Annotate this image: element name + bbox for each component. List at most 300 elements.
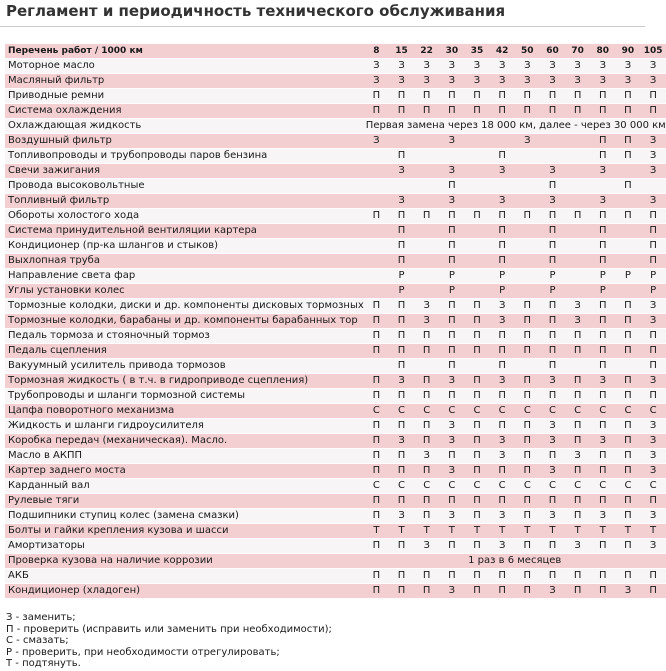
row-cell: П [364, 494, 389, 509]
row-cell: П [364, 389, 389, 404]
row-cell [414, 164, 439, 179]
row-cell: П [540, 224, 565, 239]
interval-header: 35 [464, 44, 489, 59]
table-row [5, 74, 666, 89]
row-cell: П [490, 224, 515, 239]
table-row [5, 344, 666, 359]
row-cell: П [414, 104, 439, 119]
row-cell: С [641, 479, 666, 494]
row-cell: П [590, 389, 615, 404]
row-cell: П [364, 509, 389, 524]
table-row [5, 524, 666, 539]
row-cell [515, 164, 540, 179]
interval-header: 80 [590, 44, 615, 59]
row-cell: П [464, 329, 489, 344]
row-cell: З [641, 314, 666, 329]
row-cell: З [590, 194, 615, 209]
row-cell [515, 149, 540, 164]
row-cell: П [540, 344, 565, 359]
row-cell: П [565, 419, 590, 434]
row-cell: П [515, 104, 540, 119]
interval-header: 60 [540, 44, 565, 59]
row-cell: П [464, 464, 489, 479]
row-cell: З [490, 509, 515, 524]
row-cell [515, 269, 540, 284]
row-cell: П [565, 494, 590, 509]
row-cell: З [615, 59, 640, 74]
row-cell: Т [490, 524, 515, 539]
row-cell: П [389, 419, 414, 434]
row-cell: Т [414, 524, 439, 539]
row-cell: П [414, 344, 439, 359]
row-cell [414, 179, 439, 194]
row-cell: З [590, 509, 615, 524]
row-cell: З [641, 419, 666, 434]
row-cell [464, 194, 489, 209]
row-cell: П [565, 344, 590, 359]
row-cell: С [364, 404, 389, 419]
row-cell: П [615, 299, 640, 314]
row-cell: П [364, 434, 389, 449]
row-cell: Т [615, 524, 640, 539]
row-cell: П [615, 509, 640, 524]
row-cell: П [389, 239, 414, 254]
row-cell [464, 134, 489, 149]
row-cell: П [490, 389, 515, 404]
row-cell [565, 284, 590, 299]
row-cell: З [414, 449, 439, 464]
row-cell [464, 269, 489, 284]
row-cell: З [641, 449, 666, 464]
table-row [5, 314, 666, 329]
row-cell: П [389, 209, 414, 224]
row-cell: З [641, 74, 666, 89]
row-cell [515, 239, 540, 254]
row-cell: Р [641, 269, 666, 284]
row-cell: П [364, 299, 389, 314]
row-cell: П [565, 329, 590, 344]
row-cell: З [540, 419, 565, 434]
row-cell: С [615, 404, 640, 419]
row-cell: З [540, 74, 565, 89]
row-cell [414, 224, 439, 239]
row-cell: П [490, 239, 515, 254]
row-cell: Т [641, 524, 666, 539]
row-cell [615, 359, 640, 374]
row-cell: Р [641, 284, 666, 299]
interval-header: 30 [439, 44, 464, 59]
row-cell [364, 284, 389, 299]
row-cell: П [389, 224, 414, 239]
row-cell: З [590, 74, 615, 89]
row-cell: З [515, 59, 540, 74]
row-cell: П [364, 314, 389, 329]
row-cell [540, 149, 565, 164]
table-row [5, 374, 666, 389]
row-cell: П [590, 314, 615, 329]
row-cell: З [641, 539, 666, 554]
row-label: Система охлаждения [5, 104, 364, 119]
row-cell: П [515, 509, 540, 524]
row-cell: П [565, 209, 590, 224]
legend-line: П - проверить (исправить или заменить при необходимости); [6, 623, 332, 635]
table-row [5, 134, 666, 149]
row-cell: З [641, 149, 666, 164]
table-row [5, 239, 666, 254]
row-cell [565, 194, 590, 209]
row-cell: П [565, 389, 590, 404]
row-cell: П [515, 539, 540, 554]
row-cell: З [615, 584, 640, 599]
row-cell: П [414, 494, 439, 509]
row-cell [515, 284, 540, 299]
row-cell: З [490, 59, 515, 74]
row-cell: П [414, 329, 439, 344]
row-cell: П [490, 104, 515, 119]
row-cell: Т [464, 524, 489, 539]
row-cell: П [464, 449, 489, 464]
row-cell: П [490, 464, 515, 479]
row-label: АКБ [5, 569, 364, 584]
row-cell: П [515, 314, 540, 329]
table-row [5, 419, 666, 434]
row-cell [464, 359, 489, 374]
row-cell: З [364, 59, 389, 74]
row-cell: П [515, 344, 540, 359]
row-cell: П [439, 359, 464, 374]
row-label: Моторное масло [5, 59, 364, 74]
row-cell: Т [565, 524, 590, 539]
row-cell [565, 239, 590, 254]
row-cell: П [439, 314, 464, 329]
row-cell: С [590, 479, 615, 494]
row-cell: П [540, 359, 565, 374]
row-cell: З [540, 584, 565, 599]
row-cell: П [414, 569, 439, 584]
row-cell: П [414, 419, 439, 434]
row-cell: З [490, 299, 515, 314]
row-span-note: Первая замена через 18 000 км, далее - через 30 000 км [364, 119, 666, 134]
interval-header: 90 [615, 44, 640, 59]
row-cell: П [439, 389, 464, 404]
row-cell: Р [389, 284, 414, 299]
table-row [5, 164, 666, 179]
row-cell [364, 179, 389, 194]
row-cell: Р [490, 284, 515, 299]
row-cell: З [641, 299, 666, 314]
row-cell: П [641, 389, 666, 404]
row-label: Масло в АКПП [5, 449, 364, 464]
row-cell: П [490, 494, 515, 509]
row-cell [414, 149, 439, 164]
table-row [5, 149, 666, 164]
row-cell: Р [389, 269, 414, 284]
row-cell: З [490, 434, 515, 449]
row-cell: П [389, 149, 414, 164]
row-cell: П [615, 344, 640, 359]
row-cell: П [364, 464, 389, 479]
row-label: Рулевые тяги [5, 494, 364, 509]
row-cell: З [641, 374, 666, 389]
row-label: Жидкость и шланги гидроусилителя [5, 419, 364, 434]
interval-header: 42 [490, 44, 515, 59]
row-cell: П [565, 509, 590, 524]
row-label: Вакуумный усилитель привода тормозов [5, 359, 364, 374]
row-cell: З [389, 74, 414, 89]
row-cell [515, 254, 540, 269]
legend-line: С - смазать; [6, 635, 69, 647]
row-cell [414, 359, 439, 374]
row-cell: П [439, 104, 464, 119]
row-cell: Т [364, 524, 389, 539]
row-cell: Т [590, 524, 615, 539]
row-cell: П [540, 209, 565, 224]
row-cell: С [464, 479, 489, 494]
row-cell: З [439, 134, 464, 149]
row-cell: С [590, 404, 615, 419]
row-cell [565, 269, 590, 284]
row-cell: П [464, 314, 489, 329]
interval-header: 105 [641, 44, 666, 59]
row-cell: З [464, 59, 489, 74]
row-label: Проверка кузова на наличие коррозии [5, 554, 364, 569]
row-cell: З [515, 74, 540, 89]
row-cell: З [490, 449, 515, 464]
row-cell: П [590, 224, 615, 239]
row-cell: П [641, 89, 666, 104]
row-cell: П [389, 464, 414, 479]
row-cell: П [464, 344, 489, 359]
row-cell: П [540, 569, 565, 584]
row-cell: З [540, 164, 565, 179]
row-cell [515, 179, 540, 194]
row-cell: З [490, 539, 515, 554]
row-cell: Р [590, 269, 615, 284]
row-cell: З [439, 464, 464, 479]
table-row [5, 554, 666, 569]
row-label: Охлаждающая жидкость [5, 119, 364, 134]
row-cell [615, 239, 640, 254]
row-cell: П [490, 359, 515, 374]
row-cell: П [590, 359, 615, 374]
row-cell: П [464, 299, 489, 314]
row-cell: П [389, 449, 414, 464]
row-cell: П [615, 329, 640, 344]
legend [6, 612, 332, 670]
row-cell: П [590, 584, 615, 599]
row-cell: П [641, 494, 666, 509]
row-cell: П [590, 299, 615, 314]
table-row [5, 329, 666, 344]
row-cell: П [464, 569, 489, 584]
row-cell [565, 164, 590, 179]
row-cell: П [515, 389, 540, 404]
row-cell: П [641, 254, 666, 269]
row-cell: С [464, 404, 489, 419]
row-cell: П [615, 149, 640, 164]
row-cell: П [515, 89, 540, 104]
row-cell: С [641, 404, 666, 419]
row-cell: П [490, 344, 515, 359]
row-cell: С [414, 479, 439, 494]
row-cell: П [540, 239, 565, 254]
row-cell: Р [540, 284, 565, 299]
row-cell [565, 359, 590, 374]
row-label: Топливопроводы и трубопроводы паров бензина [5, 149, 364, 164]
row-cell: П [414, 89, 439, 104]
row-cell: П [641, 329, 666, 344]
row-cell: З [641, 464, 666, 479]
row-cell: З [641, 509, 666, 524]
row-cell: П [540, 179, 565, 194]
row-label: Картер заднего моста [5, 464, 364, 479]
row-cell: П [414, 389, 439, 404]
row-cell [615, 284, 640, 299]
row-cell: П [615, 134, 640, 149]
row-cell: П [490, 569, 515, 584]
row-cell: П [464, 209, 489, 224]
row-cell: П [439, 449, 464, 464]
row-cell: П [565, 464, 590, 479]
row-cell: П [414, 464, 439, 479]
row-cell: П [590, 539, 615, 554]
row-cell: П [641, 104, 666, 119]
row-cell: П [641, 239, 666, 254]
row-cell: П [590, 419, 615, 434]
row-cell: З [364, 134, 389, 149]
row-cell [464, 149, 489, 164]
row-cell: П [565, 569, 590, 584]
legend-line: Т - подтянуть. [6, 658, 81, 670]
row-cell: П [364, 584, 389, 599]
row-cell: С [364, 479, 389, 494]
row-cell [414, 269, 439, 284]
interval-header: 50 [515, 44, 540, 59]
row-cell: П [490, 254, 515, 269]
row-cell: С [490, 479, 515, 494]
row-cell: П [464, 419, 489, 434]
interval-header: 8 [364, 44, 389, 59]
row-cell: П [439, 224, 464, 239]
row-cell: З [414, 314, 439, 329]
row-cell: З [439, 59, 464, 74]
row-cell: З [490, 74, 515, 89]
row-cell: П [590, 239, 615, 254]
row-cell: С [414, 404, 439, 419]
page-title: Регламент и периодичность технического обслуживания [6, 2, 506, 20]
row-cell: П [439, 254, 464, 269]
table-row [5, 449, 666, 464]
row-cell: П [389, 314, 414, 329]
table-row [5, 194, 666, 209]
row-cell: П [364, 104, 389, 119]
row-cell: П [615, 389, 640, 404]
row-cell: П [615, 494, 640, 509]
row-cell: З [389, 509, 414, 524]
row-cell: П [515, 449, 540, 464]
row-cell: П [615, 419, 640, 434]
row-cell: П [515, 299, 540, 314]
row-cell: З [515, 134, 540, 149]
table-row [5, 224, 666, 239]
row-cell [615, 254, 640, 269]
row-cell: П [490, 584, 515, 599]
row-cell: З [641, 194, 666, 209]
row-cell [590, 179, 615, 194]
row-cell: П [389, 389, 414, 404]
row-cell: П [414, 374, 439, 389]
row-label: Амортизаторы [5, 539, 364, 554]
interval-header: 70 [565, 44, 590, 59]
row-cell: З [439, 584, 464, 599]
table-row [5, 359, 666, 374]
row-cell: П [540, 539, 565, 554]
row-cell: П [641, 344, 666, 359]
row-cell: З [540, 434, 565, 449]
row-cell: П [641, 224, 666, 239]
table-row [5, 404, 666, 419]
row-cell: П [615, 464, 640, 479]
row-cell [414, 254, 439, 269]
row-cell: П [565, 434, 590, 449]
row-cell: П [364, 329, 389, 344]
row-cell [464, 239, 489, 254]
row-label: Направление света фар [5, 269, 364, 284]
row-cell: П [540, 494, 565, 509]
row-cell: С [540, 479, 565, 494]
row-cell: З [389, 59, 414, 74]
row-cell [389, 134, 414, 149]
row-label: Карданный вал [5, 479, 364, 494]
row-cell: З [414, 59, 439, 74]
row-cell: П [364, 89, 389, 104]
row-cell [414, 239, 439, 254]
row-cell: П [439, 329, 464, 344]
row-cell [515, 359, 540, 374]
row-cell: Р [590, 284, 615, 299]
row-label: Цапфа поворотного механизма [5, 404, 364, 419]
row-cell: З [490, 374, 515, 389]
row-cell: П [590, 104, 615, 119]
row-cell: П [641, 569, 666, 584]
row-cell: П [464, 89, 489, 104]
row-cell: З [565, 74, 590, 89]
row-label: Подшипники ступиц колес (замена смазки) [5, 509, 364, 524]
row-cell: П [540, 314, 565, 329]
table-row [5, 479, 666, 494]
row-label: Болты и гайки крепления кузова и шасси [5, 524, 364, 539]
row-cell: П [389, 494, 414, 509]
row-cell: З [364, 74, 389, 89]
row-cell: П [590, 569, 615, 584]
row-cell: П [641, 209, 666, 224]
row-cell: П [590, 254, 615, 269]
maintenance-table [5, 44, 666, 599]
row-cell: П [515, 464, 540, 479]
row-cell: З [439, 194, 464, 209]
row-cell: С [565, 479, 590, 494]
row-cell: П [414, 509, 439, 524]
row-cell [464, 164, 489, 179]
row-cell: П [389, 329, 414, 344]
row-span-note: 1 раз в 6 месяцев [364, 554, 666, 569]
row-cell [364, 194, 389, 209]
row-label: Тормозная жидкость ( в т.ч. в гидроприводе сцепления) [5, 374, 364, 389]
row-cell: З [490, 194, 515, 209]
row-cell: П [540, 329, 565, 344]
row-cell [490, 179, 515, 194]
table-row [5, 389, 666, 404]
